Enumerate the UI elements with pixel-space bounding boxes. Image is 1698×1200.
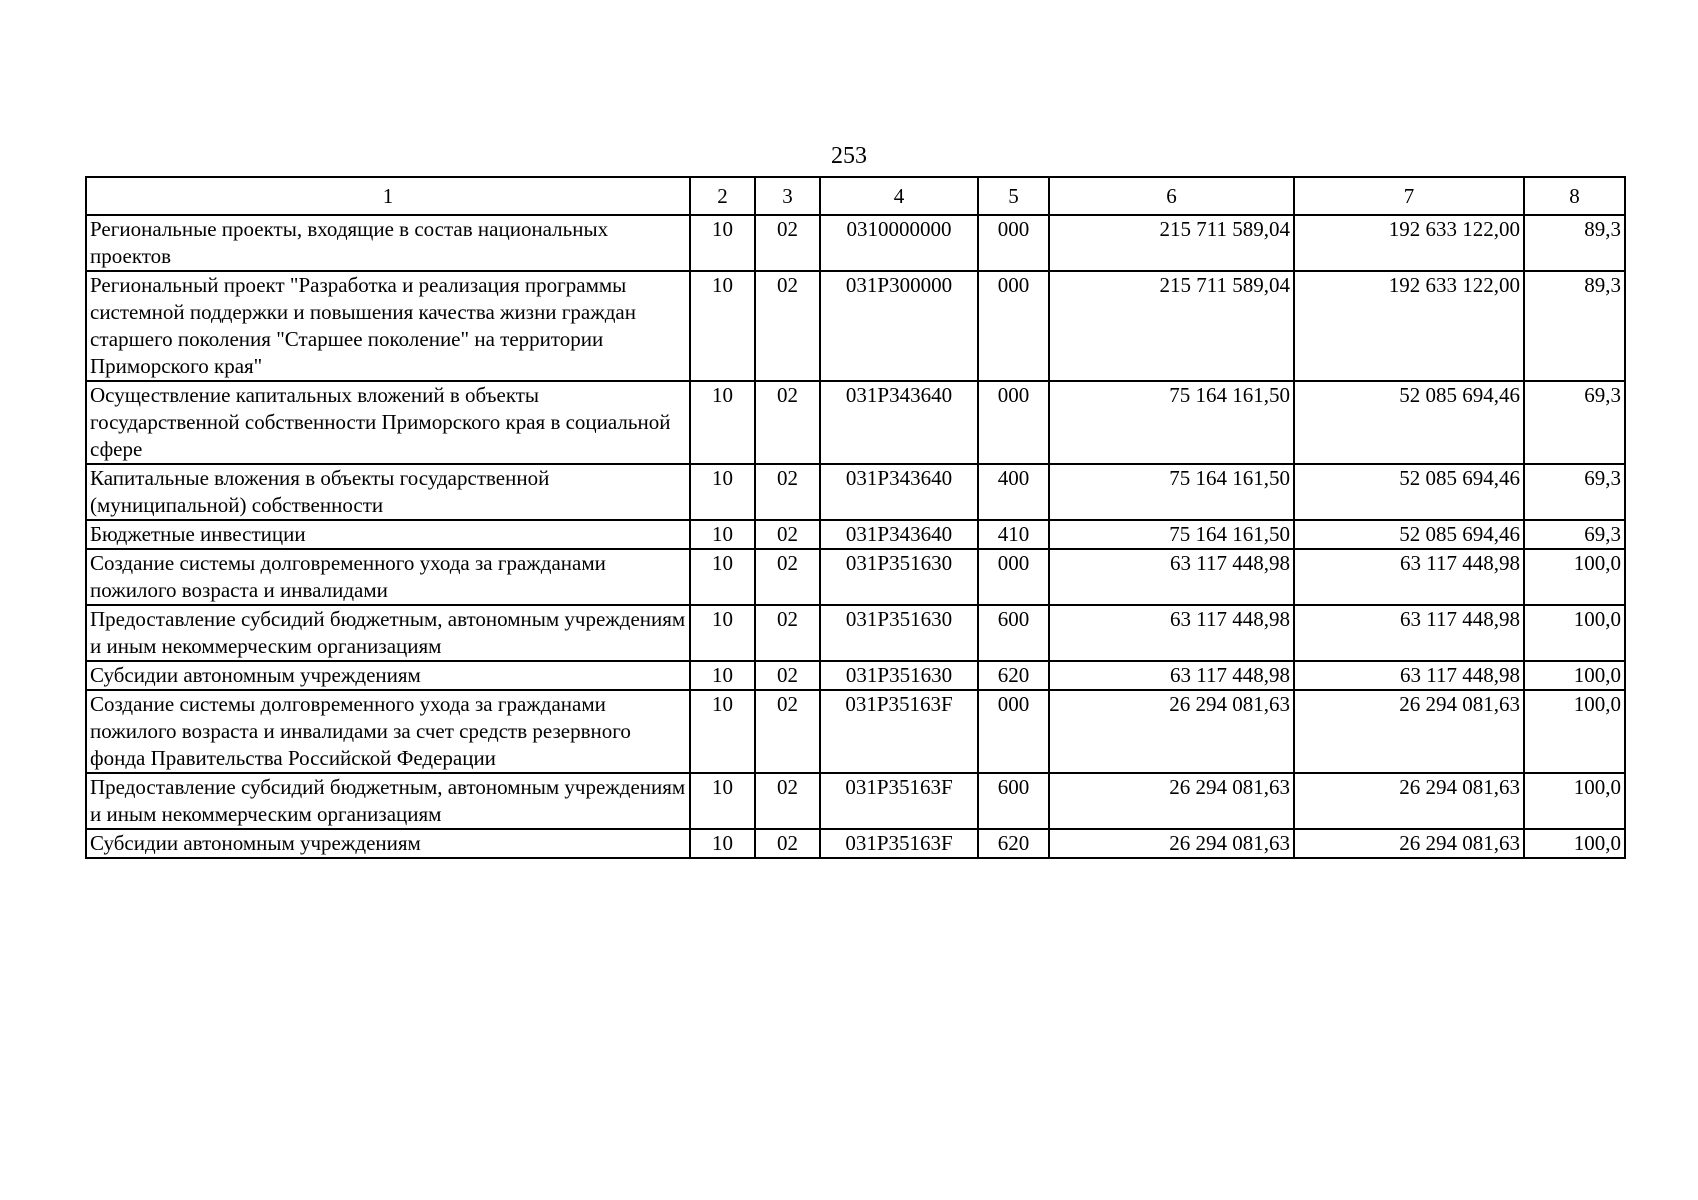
row-planned: 75 164 161,50 — [1049, 520, 1294, 549]
row-subsection: 02 — [755, 549, 820, 605]
row-subsection: 02 — [755, 215, 820, 271]
row-expense-type: 400 — [978, 464, 1049, 520]
row-expense-type: 600 — [978, 773, 1049, 829]
header-cell: 2 — [690, 177, 755, 215]
row-section: 10 — [690, 464, 755, 520]
row-name: Региональный проект "Разработка и реализация программы системной поддержки и повышения качества жизни граждан старшего поколения "Старшее поколение" на территории Приморского края" — [86, 271, 690, 381]
row-executed: 192 633 122,00 — [1294, 271, 1524, 381]
row-subsection: 02 — [755, 829, 820, 858]
row-target-code: 031P343640 — [820, 520, 978, 549]
row-target-code: 031P351630 — [820, 605, 978, 661]
row-subsection: 02 — [755, 271, 820, 381]
row-name: Субсидии автономным учреждениям — [86, 661, 690, 690]
row-subsection: 02 — [755, 773, 820, 829]
row-percent: 69,3 — [1524, 464, 1625, 520]
row-percent: 100,0 — [1524, 690, 1625, 773]
row-section: 10 — [690, 661, 755, 690]
row-name: Субсидии автономным учреждениям — [86, 829, 690, 858]
row-planned: 63 117 448,98 — [1049, 661, 1294, 690]
header-row — [86, 177, 1625, 215]
row-percent: 100,0 — [1524, 661, 1625, 690]
row-subsection: 02 — [755, 605, 820, 661]
row-section: 10 — [690, 549, 755, 605]
row-expense-type: 410 — [978, 520, 1049, 549]
row-section: 10 — [690, 773, 755, 829]
row-section: 10 — [690, 271, 755, 381]
row-name: Создание системы долговременного ухода за гражданами пожилого возраста и инвалидами — [86, 549, 690, 605]
row-executed: 52 085 694,46 — [1294, 520, 1524, 549]
row-name: Бюджетные инвестиции — [86, 520, 690, 549]
row-target-code: 031P35163F — [820, 829, 978, 858]
row-planned: 26 294 081,63 — [1049, 773, 1294, 829]
row-executed: 52 085 694,46 — [1294, 381, 1524, 464]
table-row — [86, 690, 1625, 773]
row-name: Создание системы долговременного ухода за гражданами пожилого возраста и инвалидами за счет средств резервного фонда Правительства Российской Федерации — [86, 690, 690, 773]
row-subsection: 02 — [755, 464, 820, 520]
header-cell: 4 — [820, 177, 978, 215]
row-target-code: 031P343640 — [820, 464, 978, 520]
row-planned: 63 117 448,98 — [1049, 605, 1294, 661]
row-percent: 69,3 — [1524, 381, 1625, 464]
row-executed: 52 085 694,46 — [1294, 464, 1524, 520]
row-name: Региональные проекты, входящие в состав национальных проектов — [86, 215, 690, 271]
row-percent: 100,0 — [1524, 549, 1625, 605]
row-target-code: 031P343640 — [820, 381, 978, 464]
header-cell: 8 — [1524, 177, 1625, 215]
row-section: 10 — [690, 381, 755, 464]
table-row — [86, 605, 1625, 661]
row-expense-type: 000 — [978, 690, 1049, 773]
row-section: 10 — [690, 215, 755, 271]
row-section: 10 — [690, 690, 755, 773]
header-cell: 6 — [1049, 177, 1294, 215]
row-expense-type: 620 — [978, 829, 1049, 858]
row-executed: 26 294 081,63 — [1294, 773, 1524, 829]
table-row — [86, 773, 1625, 829]
row-target-code: 031P35163F — [820, 690, 978, 773]
row-executed: 63 117 448,98 — [1294, 661, 1524, 690]
row-subsection: 02 — [755, 690, 820, 773]
row-subsection: 02 — [755, 520, 820, 549]
row-name: Капитальные вложения в объекты государственной (муниципальной) собственности — [86, 464, 690, 520]
row-target-code: 0310000000 — [820, 215, 978, 271]
row-target-code: 031P35163F — [820, 773, 978, 829]
row-target-code: 031P300000 — [820, 271, 978, 381]
table-row — [86, 215, 1625, 271]
row-name: Предоставление субсидий бюджетным, автономным учреждениям и иным некоммерческим организациям — [86, 605, 690, 661]
row-executed: 63 117 448,98 — [1294, 605, 1524, 661]
row-executed: 192 633 122,00 — [1294, 215, 1524, 271]
row-executed: 26 294 081,63 — [1294, 829, 1524, 858]
table-row — [86, 271, 1625, 381]
row-percent: 69,3 — [1524, 520, 1625, 549]
row-percent: 100,0 — [1524, 773, 1625, 829]
row-name: Предоставление субсидий бюджетным, автономным учреждениям и иным некоммерческим организациям — [86, 773, 690, 829]
table-row — [86, 381, 1625, 464]
row-percent: 89,3 — [1524, 271, 1625, 381]
row-executed: 26 294 081,63 — [1294, 690, 1524, 773]
table-row — [86, 549, 1625, 605]
row-section: 10 — [690, 520, 755, 549]
row-planned: 26 294 081,63 — [1049, 690, 1294, 773]
row-expense-type: 620 — [978, 661, 1049, 690]
budget-table — [85, 176, 1626, 859]
row-target-code: 031P351630 — [820, 549, 978, 605]
header-cell: 1 — [86, 177, 690, 215]
row-planned: 75 164 161,50 — [1049, 381, 1294, 464]
row-target-code: 031P351630 — [820, 661, 978, 690]
row-planned: 215 711 589,04 — [1049, 215, 1294, 271]
row-section: 10 — [690, 829, 755, 858]
row-percent: 89,3 — [1524, 215, 1625, 271]
table-row — [86, 829, 1625, 858]
row-planned: 215 711 589,04 — [1049, 271, 1294, 381]
row-planned: 75 164 161,50 — [1049, 464, 1294, 520]
row-expense-type: 600 — [978, 605, 1049, 661]
header-cell: 7 — [1294, 177, 1524, 215]
row-subsection: 02 — [755, 381, 820, 464]
header-cell: 3 — [755, 177, 820, 215]
row-planned: 26 294 081,63 — [1049, 829, 1294, 858]
row-name: Осуществление капитальных вложений в объекты государственной собственности Приморского края в социальной сфере — [86, 381, 690, 464]
page-number: 253 — [831, 143, 867, 169]
table-row — [86, 520, 1625, 549]
row-section: 10 — [690, 605, 755, 661]
table-row — [86, 464, 1625, 520]
table-row — [86, 661, 1625, 690]
row-expense-type: 000 — [978, 549, 1049, 605]
row-expense-type: 000 — [978, 215, 1049, 271]
row-percent: 100,0 — [1524, 605, 1625, 661]
row-executed: 63 117 448,98 — [1294, 549, 1524, 605]
row-expense-type: 000 — [978, 271, 1049, 381]
row-planned: 63 117 448,98 — [1049, 549, 1294, 605]
row-percent: 100,0 — [1524, 829, 1625, 858]
row-expense-type: 000 — [978, 381, 1049, 464]
header-cell: 5 — [978, 177, 1049, 215]
row-subsection: 02 — [755, 661, 820, 690]
